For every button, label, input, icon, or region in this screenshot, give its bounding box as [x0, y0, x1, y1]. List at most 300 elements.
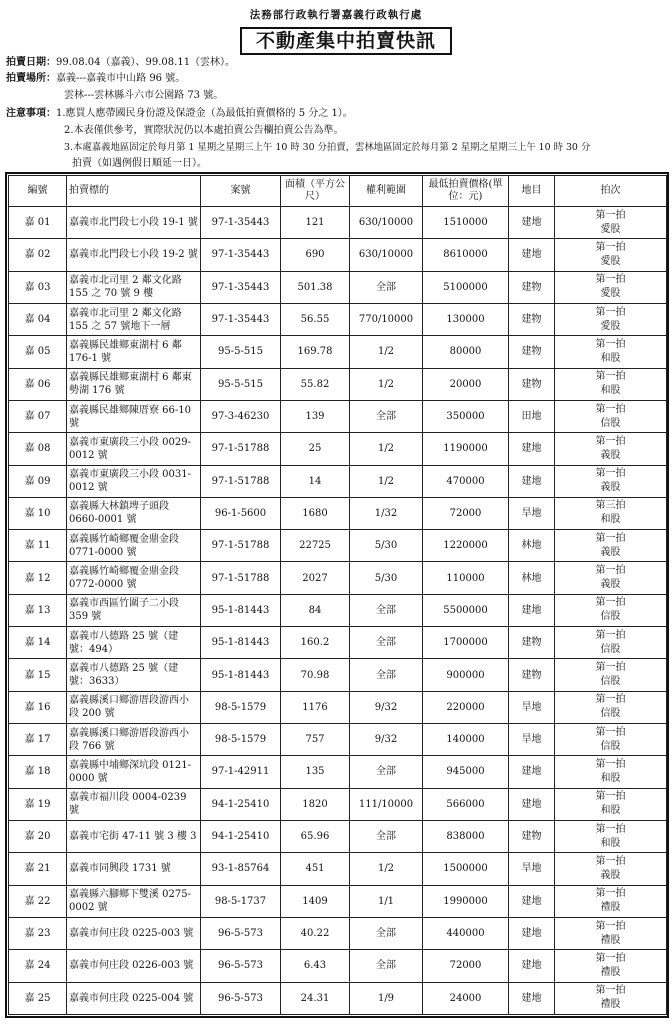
note-2: 2.本表僅供參考，實際狀況仍以本處拍賣公告欄拍賣公告為準。 — [64, 125, 344, 136]
cell-no: 嘉 12 — [9, 562, 67, 594]
cell-rights: 全部 — [350, 271, 423, 303]
auction-place-2: 雲林---雲林縣斗六市公園路 73 號。 — [64, 90, 224, 101]
table-row — [9, 207, 667, 239]
cell-area: 501.38 — [281, 271, 350, 303]
cell-type: 建物 — [509, 336, 555, 368]
cell-target: 嘉義市東廣段三小段 0029-0012 號 — [67, 433, 201, 465]
dept-label: 和股 — [600, 352, 621, 364]
cell-rights: 全部 — [350, 659, 423, 691]
cell-no: 嘉 23 — [9, 917, 67, 949]
table-row — [9, 497, 667, 529]
table-row — [9, 950, 667, 982]
table-header-row — [9, 176, 667, 207]
cell-type: 建地 — [509, 239, 555, 271]
cell-target: 嘉義市何庄段 0225-003 號 — [67, 917, 201, 949]
cell-case: 97-1-51788 — [201, 465, 281, 497]
cell-case: 93-1-85764 — [201, 853, 281, 885]
table-row — [9, 982, 667, 1015]
cell-type: 建物 — [509, 271, 555, 303]
round-label: 第一拍 — [595, 888, 626, 900]
auction-date-line — [6, 56, 235, 70]
header-rights: 權利範圍 — [350, 176, 423, 207]
table-row — [9, 465, 667, 497]
cell-round — [555, 627, 667, 659]
cell-no: 嘉 02 — [9, 239, 67, 271]
cell-target: 嘉義縣民雄鄉陳厝寮 66-10 號 — [67, 400, 201, 432]
cell-no: 嘉 11 — [9, 530, 67, 562]
auction-table — [8, 175, 667, 1015]
cell-area: 690 — [281, 239, 350, 271]
cell-case: 95-5-515 — [201, 368, 281, 400]
cell-area: 84 — [281, 594, 350, 626]
cell-area: 135 — [281, 756, 350, 788]
table-row — [9, 724, 667, 756]
notes-label: 注意事項： — [6, 108, 56, 119]
table-row — [9, 756, 667, 788]
round-label: 第一拍 — [595, 338, 626, 350]
dept-label: 義股 — [600, 546, 621, 558]
table-row — [9, 627, 667, 659]
cell-round — [555, 691, 667, 723]
cell-area: 1820 — [281, 788, 350, 820]
auction-date-label: 拍賣日期： — [6, 57, 56, 68]
cell-type: 建物 — [509, 368, 555, 400]
table-row — [9, 820, 667, 852]
table-row — [9, 853, 667, 885]
cell-case: 98-5-1737 — [201, 885, 281, 917]
round-label: 第一拍 — [595, 371, 626, 383]
cell-rights: 5/30 — [350, 562, 423, 594]
cell-target: 嘉義縣溪口鄉游厝段游西小段 766 號 — [67, 724, 201, 756]
cell-price: 5500000 — [423, 594, 509, 626]
cell-no: 嘉 16 — [9, 691, 67, 723]
cell-rights: 全部 — [350, 820, 423, 852]
dept-label: 信股 — [600, 611, 621, 623]
cell-round — [555, 594, 667, 626]
cell-rights: 1/2 — [350, 853, 423, 885]
auction-place-1: 嘉義---嘉義市中山路 96 號。 — [56, 73, 186, 84]
cell-area: 24.31 — [281, 982, 350, 1015]
cell-rights: 全部 — [350, 917, 423, 949]
cell-target: 嘉義縣溪口鄉游厝段游西小段 200 號 — [67, 691, 201, 723]
cell-round — [555, 917, 667, 949]
cell-target: 嘉義縣中埔鄉深坑段 0121-0000 號 — [67, 756, 201, 788]
cell-no: 嘉 10 — [9, 497, 67, 529]
cell-no: 嘉 21 — [9, 853, 67, 885]
round-label: 第一拍 — [595, 306, 626, 318]
cell-target: 嘉義市北司里 2 鄰文化路 155 之 70 號 9 樓 — [67, 271, 201, 303]
cell-price: 24000 — [423, 982, 509, 1015]
cell-target: 嘉義市何庄段 0225-004 號 — [67, 982, 201, 1015]
cell-case: 94-1-25410 — [201, 820, 281, 852]
auction-place-label: 拍賣場所： — [6, 73, 56, 84]
cell-case: 97-1-35443 — [201, 207, 281, 239]
round-label: 第一拍 — [595, 694, 626, 706]
cell-rights: 全部 — [350, 627, 423, 659]
cell-area: 121 — [281, 207, 350, 239]
round-label: 第一拍 — [595, 241, 626, 253]
dept-label: 和股 — [600, 837, 621, 849]
table-row — [9, 433, 667, 465]
dept-label: 和股 — [600, 772, 621, 784]
round-label: 第一拍 — [595, 209, 626, 221]
note-3b: 拍賣（如遇例假日順延一日）。 — [72, 158, 207, 169]
cell-rights: 111/10000 — [350, 788, 423, 820]
cell-rights: 770/10000 — [350, 303, 423, 335]
cell-type: 旱地 — [509, 497, 555, 529]
cell-target: 嘉義市同興段 1731 號 — [67, 853, 201, 885]
cell-target: 嘉義縣大林鎮埤子頭段 0660-0001 號 — [67, 497, 201, 529]
cell-price: 110000 — [423, 562, 509, 594]
cell-type: 建地 — [509, 465, 555, 497]
cell-rights: 1/2 — [350, 368, 423, 400]
cell-round — [555, 207, 667, 239]
dept-label: 信股 — [600, 417, 621, 429]
cell-rights: 1/32 — [350, 497, 423, 529]
cell-price: 1500000 — [423, 853, 509, 885]
dept-label: 禮股 — [600, 966, 621, 978]
cell-case: 97-1-42911 — [201, 756, 281, 788]
cell-type: 林地 — [509, 562, 555, 594]
cell-rights: 全部 — [350, 594, 423, 626]
cell-type: 建地 — [509, 950, 555, 982]
cell-target: 嘉義市何庄段 0226-003 號 — [67, 950, 201, 982]
cell-type: 建物 — [509, 627, 555, 659]
cell-price: 72000 — [423, 497, 509, 529]
cell-rights: 9/32 — [350, 724, 423, 756]
cell-target: 嘉義市北司里 2 鄰文化路 155 之 57 號地下一層 — [67, 303, 201, 335]
round-label: 第一拍 — [595, 597, 626, 609]
cell-round — [555, 336, 667, 368]
dept-label: 和股 — [600, 514, 621, 526]
table-row — [9, 239, 667, 271]
cell-target: 嘉義縣民雄鄉東湖村 6 鄰東勢湖 176 號 — [67, 368, 201, 400]
cell-no: 嘉 22 — [9, 885, 67, 917]
table-row — [9, 885, 667, 917]
cell-price: 8610000 — [423, 239, 509, 271]
table-row — [9, 530, 667, 562]
cell-type: 建地 — [509, 594, 555, 626]
cell-case: 97-1-35443 — [201, 271, 281, 303]
cell-price: 72000 — [423, 950, 509, 982]
dept-label: 和股 — [600, 385, 621, 397]
dept-label: 義股 — [600, 449, 621, 461]
cell-target: 嘉義市福川段 0004-0239 號 — [67, 788, 201, 820]
cell-rights: 9/32 — [350, 691, 423, 723]
cell-no: 嘉 07 — [9, 400, 67, 432]
cell-area: 757 — [281, 724, 350, 756]
dept-label: 和股 — [600, 805, 621, 817]
cell-area: 139 — [281, 400, 350, 432]
cell-case: 94-1-25410 — [201, 788, 281, 820]
cell-area: 40.22 — [281, 917, 350, 949]
cell-price: 440000 — [423, 917, 509, 949]
cell-target: 嘉義市北門段七小段 19-2 號 — [67, 239, 201, 271]
dept-label: 愛股 — [600, 223, 621, 235]
note-1: 1.應買人應帶國民身份證及保證金（為最低拍賣價格的 5 分之 1）。 — [56, 108, 353, 119]
round-label: 第一拍 — [595, 468, 626, 480]
table-row — [9, 659, 667, 691]
cell-case: 97-1-35443 — [201, 303, 281, 335]
cell-type: 建地 — [509, 885, 555, 917]
table-row — [9, 788, 667, 820]
cell-area: 1680 — [281, 497, 350, 529]
auction-date-value: 99.08.04（嘉義）、99.08.11（雲林）。 — [56, 57, 236, 68]
round-label: 第一拍 — [595, 662, 626, 674]
cell-price: 1190000 — [423, 433, 509, 465]
cell-type: 建物 — [509, 820, 555, 852]
cell-round — [555, 788, 667, 820]
cell-target: 嘉義市北門段七小段 19-1 號 — [67, 207, 201, 239]
cell-target: 嘉義市西區竹圍子二小段 359 號 — [67, 594, 201, 626]
cell-target: 嘉義縣六腳鄉下雙溪 0275-0002 號 — [67, 885, 201, 917]
cell-price: 130000 — [423, 303, 509, 335]
cell-no: 嘉 19 — [9, 788, 67, 820]
cell-area: 1409 — [281, 885, 350, 917]
cell-no: 嘉 03 — [9, 271, 67, 303]
cell-round — [555, 724, 667, 756]
dept-label: 義股 — [600, 482, 621, 494]
dept-label: 信股 — [600, 643, 621, 655]
cell-target: 嘉義縣竹崎鄉覆金鼎金段 0771-0000 號 — [67, 530, 201, 562]
cell-no: 嘉 20 — [9, 820, 67, 852]
cell-round — [555, 562, 667, 594]
cell-type: 林地 — [509, 530, 555, 562]
table-row — [9, 917, 667, 949]
cell-area: 55.82 — [281, 368, 350, 400]
dept-label: 愛股 — [600, 320, 621, 332]
cell-area: 160.2 — [281, 627, 350, 659]
round-label: 第三拍 — [595, 500, 626, 512]
cell-rights: 全部 — [350, 950, 423, 982]
cell-type: 旱地 — [509, 724, 555, 756]
cell-area: 65.96 — [281, 820, 350, 852]
notes-line-1 — [6, 107, 353, 121]
cell-price: 80000 — [423, 336, 509, 368]
dept-label: 禮股 — [600, 902, 621, 914]
round-label: 第一拍 — [595, 629, 626, 641]
cell-case: 96-5-573 — [201, 982, 281, 1015]
cell-price: 566000 — [423, 788, 509, 820]
cell-price: 1510000 — [423, 207, 509, 239]
table-row — [9, 303, 667, 335]
cell-type: 建地 — [509, 917, 555, 949]
cell-round — [555, 400, 667, 432]
round-label: 第一拍 — [595, 791, 626, 803]
cell-area: 6.43 — [281, 950, 350, 982]
round-label: 第一拍 — [595, 952, 626, 964]
cell-price: 470000 — [423, 465, 509, 497]
cell-no: 嘉 24 — [9, 950, 67, 982]
organization-name: 法務部行政執行署嘉義行政執行處 — [249, 9, 423, 21]
cell-round — [555, 271, 667, 303]
round-label: 第一拍 — [595, 274, 626, 286]
cell-type: 建地 — [509, 433, 555, 465]
cell-target: 嘉義市宅街 47-11 號 3 樓 3 — [67, 820, 201, 852]
round-label: 第一拍 — [595, 726, 626, 738]
cell-target: 嘉義市八德路 25 號（建號：494） — [67, 627, 201, 659]
cell-no: 嘉 18 — [9, 756, 67, 788]
cell-no: 嘉 13 — [9, 594, 67, 626]
round-label: 第一拍 — [595, 985, 626, 997]
page-title: 不動產集中拍賣快訊 — [240, 27, 452, 55]
cell-rights: 1/2 — [350, 433, 423, 465]
cell-area: 2027 — [281, 562, 350, 594]
header-target: 拍賣標的 — [67, 176, 201, 207]
cell-price: 1220000 — [423, 530, 509, 562]
cell-type: 建地 — [509, 207, 555, 239]
header-no: 編號 — [9, 176, 67, 207]
cell-target: 嘉義縣竹崎鄉覆金鼎金段 0772-0000 號 — [67, 562, 201, 594]
cell-price: 1700000 — [423, 627, 509, 659]
cell-type: 旱地 — [509, 853, 555, 885]
dept-label: 愛股 — [600, 288, 621, 300]
dept-label: 愛股 — [600, 255, 621, 267]
note-3a: 3.本處嘉義地區固定於每月第 1 星期之星期三上午 10 時 30 分拍賣，雲林地區固定於每月第 2 星期之星期三上午 10 時 30 分 — [64, 142, 591, 153]
cell-case: 97-1-35443 — [201, 239, 281, 271]
dept-label: 禮股 — [600, 999, 621, 1011]
cell-price: 350000 — [423, 400, 509, 432]
cell-type: 旱地 — [509, 691, 555, 723]
cell-case: 96-5-573 — [201, 917, 281, 949]
cell-case: 96-5-573 — [201, 950, 281, 982]
table-row — [9, 562, 667, 594]
cell-rights: 1/9 — [350, 982, 423, 1015]
dept-label: 義股 — [600, 579, 621, 591]
header-price: 最低拍賣價格(單位：元) — [423, 176, 509, 207]
table-row — [9, 368, 667, 400]
cell-round — [555, 465, 667, 497]
cell-price: 5100000 — [423, 271, 509, 303]
cell-type: 建地 — [509, 788, 555, 820]
cell-no: 嘉 05 — [9, 336, 67, 368]
round-label: 第一拍 — [595, 920, 626, 932]
cell-area: 1176 — [281, 691, 350, 723]
dept-label: 禮股 — [600, 934, 621, 946]
cell-case: 95-1-81443 — [201, 659, 281, 691]
cell-price: 838000 — [423, 820, 509, 852]
cell-no: 嘉 08 — [9, 433, 67, 465]
cell-price: 1990000 — [423, 885, 509, 917]
cell-rights: 全部 — [350, 400, 423, 432]
cell-no: 嘉 04 — [9, 303, 67, 335]
cell-area: 25 — [281, 433, 350, 465]
cell-rights: 5/30 — [350, 530, 423, 562]
cell-price: 20000 — [423, 368, 509, 400]
cell-round — [555, 756, 667, 788]
dept-label: 信股 — [600, 708, 621, 720]
cell-round — [555, 239, 667, 271]
cell-price: 140000 — [423, 724, 509, 756]
cell-no: 嘉 06 — [9, 368, 67, 400]
cell-case: 98-5-1579 — [201, 724, 281, 756]
cell-target: 嘉義縣民雄鄉東湖村 6 鄰 176-1 號 — [67, 336, 201, 368]
cell-round — [555, 303, 667, 335]
table-body — [9, 207, 667, 1015]
cell-round — [555, 530, 667, 562]
cell-no: 嘉 14 — [9, 627, 67, 659]
cell-type: 建物 — [509, 303, 555, 335]
cell-rights: 1/2 — [350, 465, 423, 497]
cell-case: 95-1-81443 — [201, 627, 281, 659]
cell-round — [555, 853, 667, 885]
cell-round — [555, 497, 667, 529]
cell-no: 嘉 25 — [9, 982, 67, 1015]
header-case: 案號 — [201, 176, 281, 207]
cell-round — [555, 659, 667, 691]
round-label: 第一拍 — [595, 435, 626, 447]
cell-type: 建地 — [509, 756, 555, 788]
header-type: 地目 — [509, 176, 555, 207]
table-row — [9, 691, 667, 723]
cell-area: 22725 — [281, 530, 350, 562]
round-label: 第一拍 — [595, 855, 626, 867]
cell-no: 嘉 09 — [9, 465, 67, 497]
cell-round — [555, 820, 667, 852]
round-label: 第一拍 — [595, 403, 626, 415]
table-row — [9, 271, 667, 303]
cell-area: 70.98 — [281, 659, 350, 691]
cell-type: 建物 — [509, 659, 555, 691]
cell-area: 14 — [281, 465, 350, 497]
table-row — [9, 336, 667, 368]
cell-case: 97-3-46230 — [201, 400, 281, 432]
cell-case: 95-5-515 — [201, 336, 281, 368]
cell-area: 56.55 — [281, 303, 350, 335]
cell-price: 945000 — [423, 756, 509, 788]
cell-rights: 全部 — [350, 756, 423, 788]
header-round: 拍次 — [555, 176, 667, 207]
cell-case: 97-1-51788 — [201, 562, 281, 594]
cell-round — [555, 433, 667, 465]
cell-case: 95-1-81443 — [201, 594, 281, 626]
cell-target: 嘉義市東廣段三小段 0031-0012 號 — [67, 465, 201, 497]
round-label: 第一拍 — [595, 823, 626, 835]
dept-label: 信股 — [600, 676, 621, 688]
cell-case: 98-5-1579 — [201, 691, 281, 723]
cell-rights: 1/1 — [350, 885, 423, 917]
cell-no: 嘉 15 — [9, 659, 67, 691]
cell-type: 田地 — [509, 400, 555, 432]
dept-label: 義股 — [600, 869, 621, 881]
round-label: 第一拍 — [595, 758, 626, 770]
cell-price: 900000 — [423, 659, 509, 691]
header-area: 面積（平方公尺） — [281, 176, 350, 207]
cell-rights: 1/2 — [350, 336, 423, 368]
cell-type: 建地 — [509, 982, 555, 1015]
cell-round — [555, 950, 667, 982]
cell-area: 169.78 — [281, 336, 350, 368]
round-label: 第一拍 — [595, 565, 626, 577]
cell-no: 嘉 17 — [9, 724, 67, 756]
round-label: 第一拍 — [595, 532, 626, 544]
cell-price: 220000 — [423, 691, 509, 723]
cell-no: 嘉 01 — [9, 207, 67, 239]
cell-round — [555, 982, 667, 1015]
table-row — [9, 400, 667, 432]
cell-case: 97-1-51788 — [201, 433, 281, 465]
table-row — [9, 594, 667, 626]
dept-label: 信股 — [600, 740, 621, 752]
cell-rights: 630/10000 — [350, 239, 423, 271]
auction-place-line — [6, 72, 185, 86]
cell-area: 451 — [281, 853, 350, 885]
cell-case: 97-1-51788 — [201, 530, 281, 562]
cell-round — [555, 885, 667, 917]
cell-target: 嘉義市八德路 25 號（建號：3633） — [67, 659, 201, 691]
cell-rights: 630/10000 — [350, 207, 423, 239]
cell-case: 96-1-5600 — [201, 497, 281, 529]
